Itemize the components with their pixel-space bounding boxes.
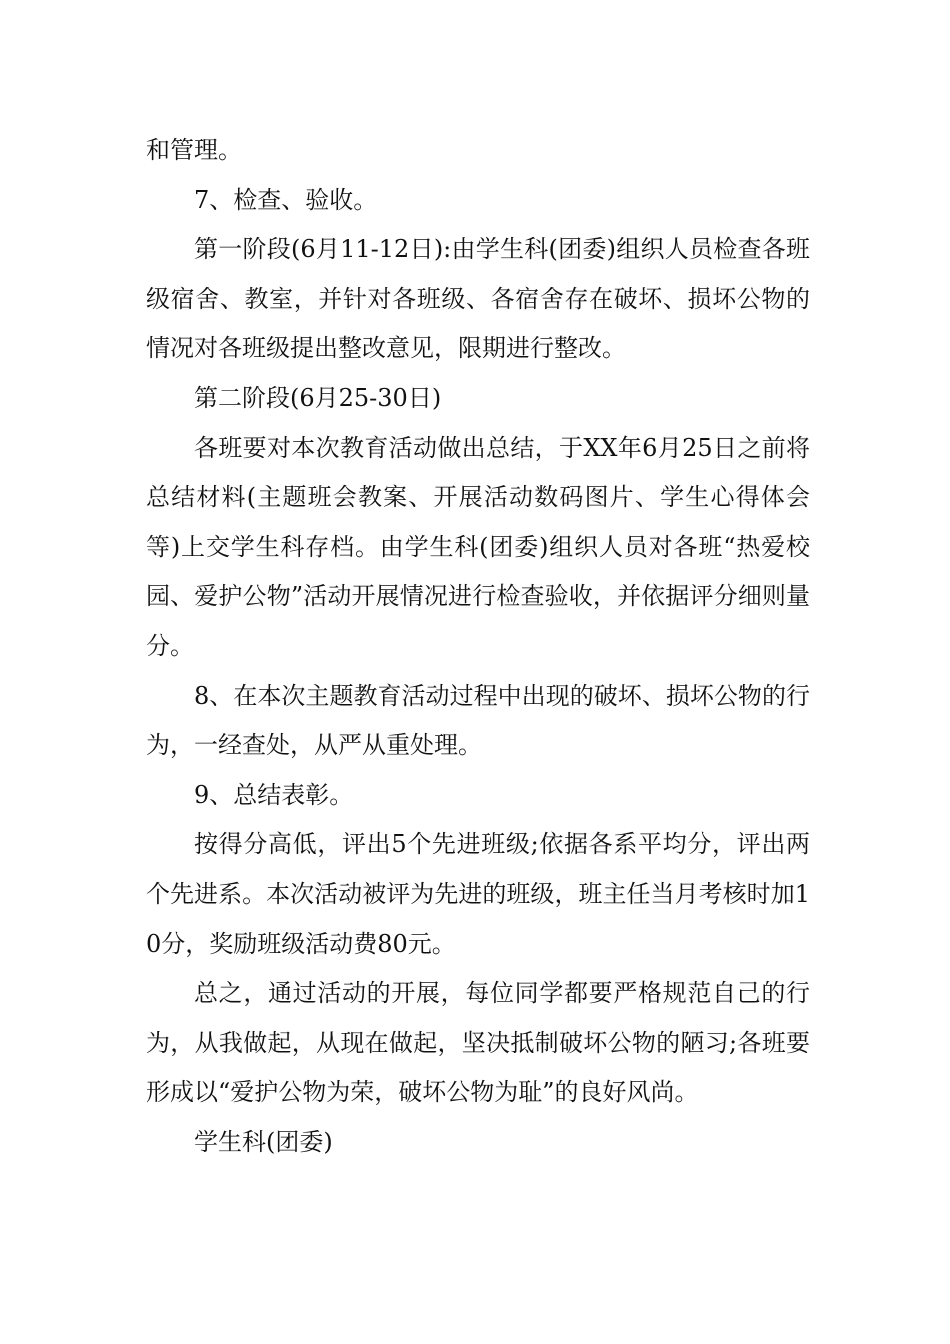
paragraph-stage-one: 第一阶段(6月11-12日):由学生科(团委)组织人员检查各班级宿舍、教室，并针对各班级、各宿舍存在破坏、损坏公物的情况对各班级提出整改意见，限期进行整改。	[146, 235, 810, 363]
paragraph-awards: 按得分高低，评出5个先进班级;依据各系平均分，评出两个先进系。本次活动被评为先进的班级，班主任当月考核时加10分，奖励班级活动费80元。	[146, 830, 810, 958]
paragraph-item-8: 8、在本次主题教育活动过程中出现的破坏、损坏公物的行为，一经查处，从严从重处理。	[146, 681, 810, 760]
paragraph-item-7: 7、检查、验收。	[194, 185, 378, 214]
paragraph-stage-two: 各班要对本次教育活动做出总结，于XX年6月25日之前将总结材料(主题班会教案、开展活动数码图片、学生心得体会等)上交学生科存档。由学生科(团委)组织人员对各班“热爱校园、爱护公物”活动开展情况进行检查验收，并依据评分细则量分。	[146, 433, 810, 660]
document-body	[146, 126, 810, 1167]
paragraph-stage-two-heading: 第二阶段(6月25-30日)	[194, 383, 442, 412]
paragraph-conclusion: 总之，通过活动的开展，每位同学都要严格规范自己的行为，从我做起，从现在做起，坚决抵制破坏公物的陋习;各班要形成以“爱护公物为荣，破坏公物为耻”的良好风尚。	[146, 979, 810, 1107]
paragraph-signature: 学生科(团委)	[194, 1127, 333, 1156]
paragraph-item-9: 9、总结表彰。	[194, 780, 354, 809]
paragraph-continuation: 和管理。	[146, 136, 242, 164]
